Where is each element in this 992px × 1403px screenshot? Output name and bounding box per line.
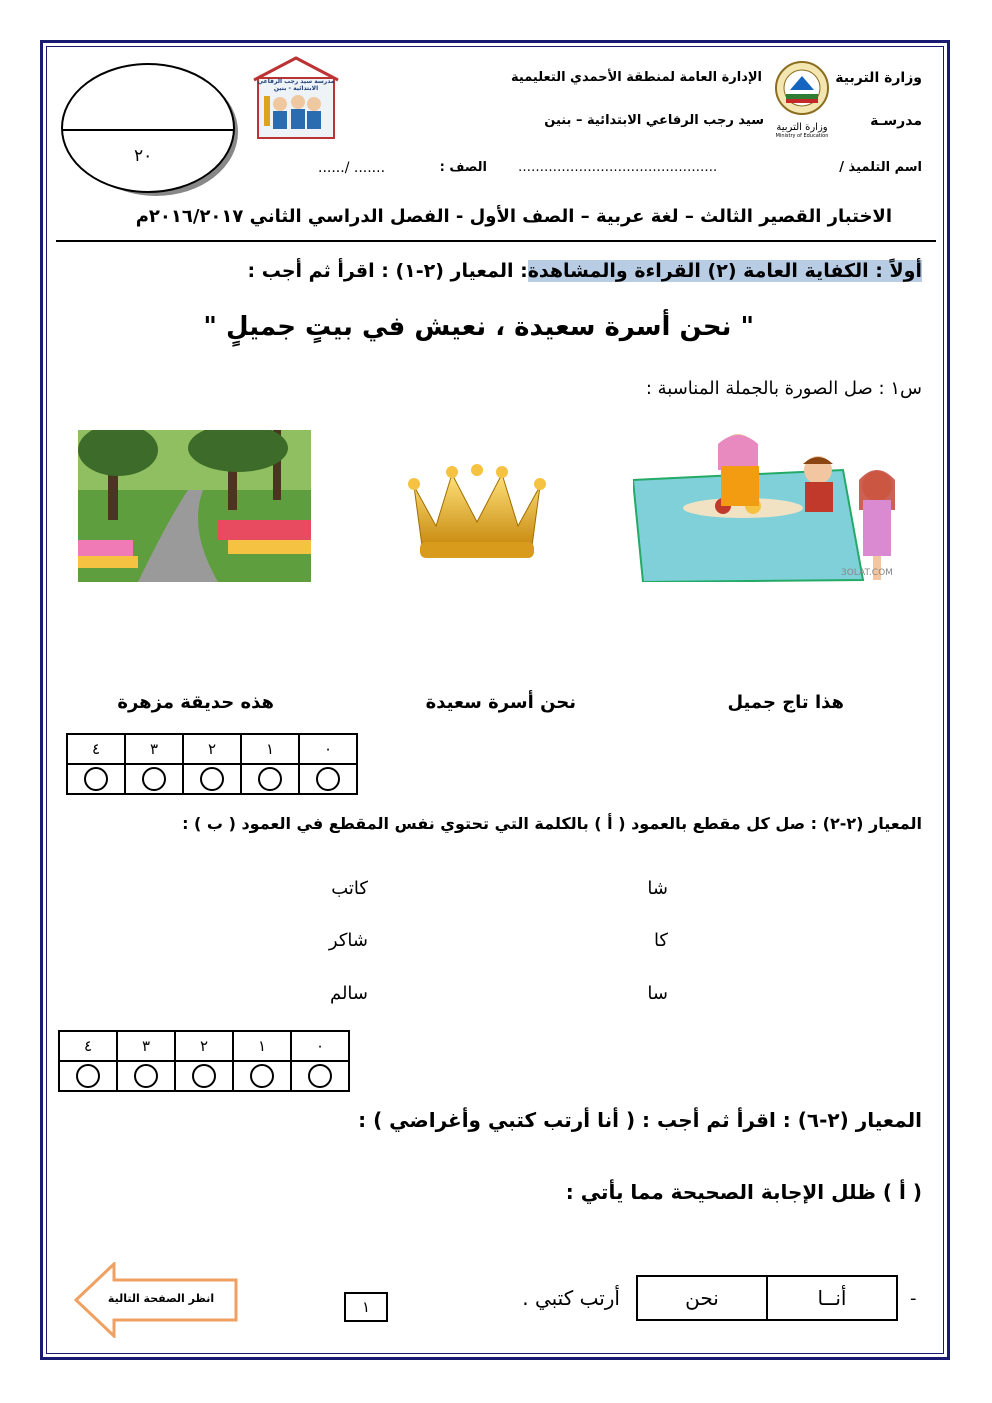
score-bubble[interactable]	[192, 1064, 216, 1088]
score-bubble[interactable]	[134, 1064, 158, 1088]
section1-heading-highlight: أولاً : الكفاية العامة (٢) القراءة والمشاهدة	[527, 260, 922, 282]
score-label: ٠	[291, 1031, 349, 1061]
score-label: ٤	[67, 734, 125, 764]
image-watermark: 3OLAT.COM	[841, 568, 893, 578]
school-logo	[250, 56, 342, 140]
school-house-icon	[250, 56, 342, 140]
garden-image	[78, 430, 311, 582]
score-bubble[interactable]	[200, 767, 224, 791]
column-a-item-3: سا	[647, 983, 668, 1004]
column-a-item-2: كا	[653, 930, 668, 951]
ministry-logo-subtext: Ministry of Education	[775, 133, 829, 139]
score-label: ٢	[183, 734, 241, 764]
sentence-3: هذه حديقة مزهرة	[117, 692, 274, 713]
sentence-ending: أرتب كتبي .	[522, 1286, 620, 1310]
school-logo-text: مدرسة سيد رجب الرفاعي الابتدائية - بنين	[257, 78, 335, 92]
school-label: مدرسـة	[870, 113, 922, 129]
ministry-label: وزارة التربية	[835, 70, 922, 86]
option-ana[interactable]: أنــا	[817, 1286, 847, 1310]
section1-heading	[248, 260, 922, 282]
ministry-logo	[772, 58, 832, 142]
score-bubble[interactable]	[308, 1064, 332, 1088]
score-label: ٠	[299, 734, 357, 764]
score-oval-shape	[58, 60, 244, 198]
section3-heading: المعيار (٢-٦) : اقرأ ثم أجب : ( أنا أرتب كتبي وأغراضي ) :	[358, 1108, 922, 1132]
column-b-item-2: شاكر	[328, 930, 368, 951]
title-divider	[56, 240, 936, 242]
score-label: ٢	[175, 1031, 233, 1061]
score-oval	[58, 60, 244, 198]
option-dash: -	[910, 1288, 917, 1309]
section1-heading-rest: : المعيار (٢-١) : اقرأ ثم أجب :	[247, 260, 528, 282]
garden-photo	[78, 430, 311, 582]
column-b-item-1: كاتب	[331, 878, 368, 899]
next-page-arrow[interactable]	[74, 1262, 240, 1338]
ministry-emblem-icon	[772, 58, 832, 118]
column-b-item-3: سالم	[329, 983, 368, 1004]
score-label: ٤	[59, 1031, 117, 1061]
exam-title: الاختبار القصير الثالث – لغة عربية – الصف الأول - الفصل الدراسي الثاني ٢٠١٦/٢٠١٧م	[135, 206, 892, 227]
score-bubble[interactable]	[258, 767, 282, 791]
family-image	[633, 430, 913, 582]
ministry-logo-text: وزارة التربية	[776, 122, 828, 133]
score-label: ٣	[117, 1031, 175, 1061]
question-1: س١ : صل الصورة بالجملة المناسبة :	[645, 378, 922, 399]
answer-options	[636, 1275, 898, 1321]
score-label: ١	[241, 734, 299, 764]
sentence-1: هذا تاج جميل	[727, 692, 844, 713]
page-number: ١	[344, 1292, 388, 1322]
reading-sentence: " نحن أسرة سعيدة ، نعيش في بيتٍ جميلٍ "	[203, 312, 754, 342]
score-bubble[interactable]	[142, 767, 166, 791]
class-field[interactable]: ....../ .......	[318, 160, 386, 176]
crown-icon	[406, 464, 548, 564]
sentence-2: نحن أسرة سعيدة	[425, 692, 576, 713]
crown-image	[406, 464, 548, 564]
score-label: ١	[233, 1031, 291, 1061]
section2-heading: المعيار (٢-٢) : صل كل مقطع بالعمود ( أ ) بالكلمة التي تحتوي نفس المقطع في العمود ( ب ) :	[182, 814, 922, 833]
score-label: ٣	[125, 734, 183, 764]
school-name: سيد رجب الرفاعي الابتدائية – بنين	[544, 113, 764, 128]
section3-subheading: ( أ ) ظلل الإجابة الصحيحة مما يأتي :	[565, 1180, 922, 1204]
option-nahnu[interactable]: نحن	[638, 1277, 768, 1319]
family-dinner-illustration	[633, 430, 913, 582]
class-label: الصف :	[439, 160, 487, 175]
next-page-label: انظر الصفحة التالية	[107, 1292, 215, 1305]
score-bubble[interactable]	[316, 767, 340, 791]
student-name-field[interactable]: ……………………………………….	[518, 160, 718, 175]
column-a-item-1: شا	[647, 878, 668, 899]
score-grid-2	[58, 1030, 350, 1092]
student-name-label: اسم التلميذ /	[839, 160, 922, 175]
score-bubble[interactable]	[76, 1064, 100, 1088]
score-grid-1	[66, 733, 358, 795]
score-bubble[interactable]	[84, 767, 108, 791]
score-total: ٢٠	[134, 146, 153, 166]
directorate-label: الإدارة العامة لمنطقة الأحمدي التعليمية	[511, 70, 762, 85]
score-bubble[interactable]	[250, 1064, 274, 1088]
